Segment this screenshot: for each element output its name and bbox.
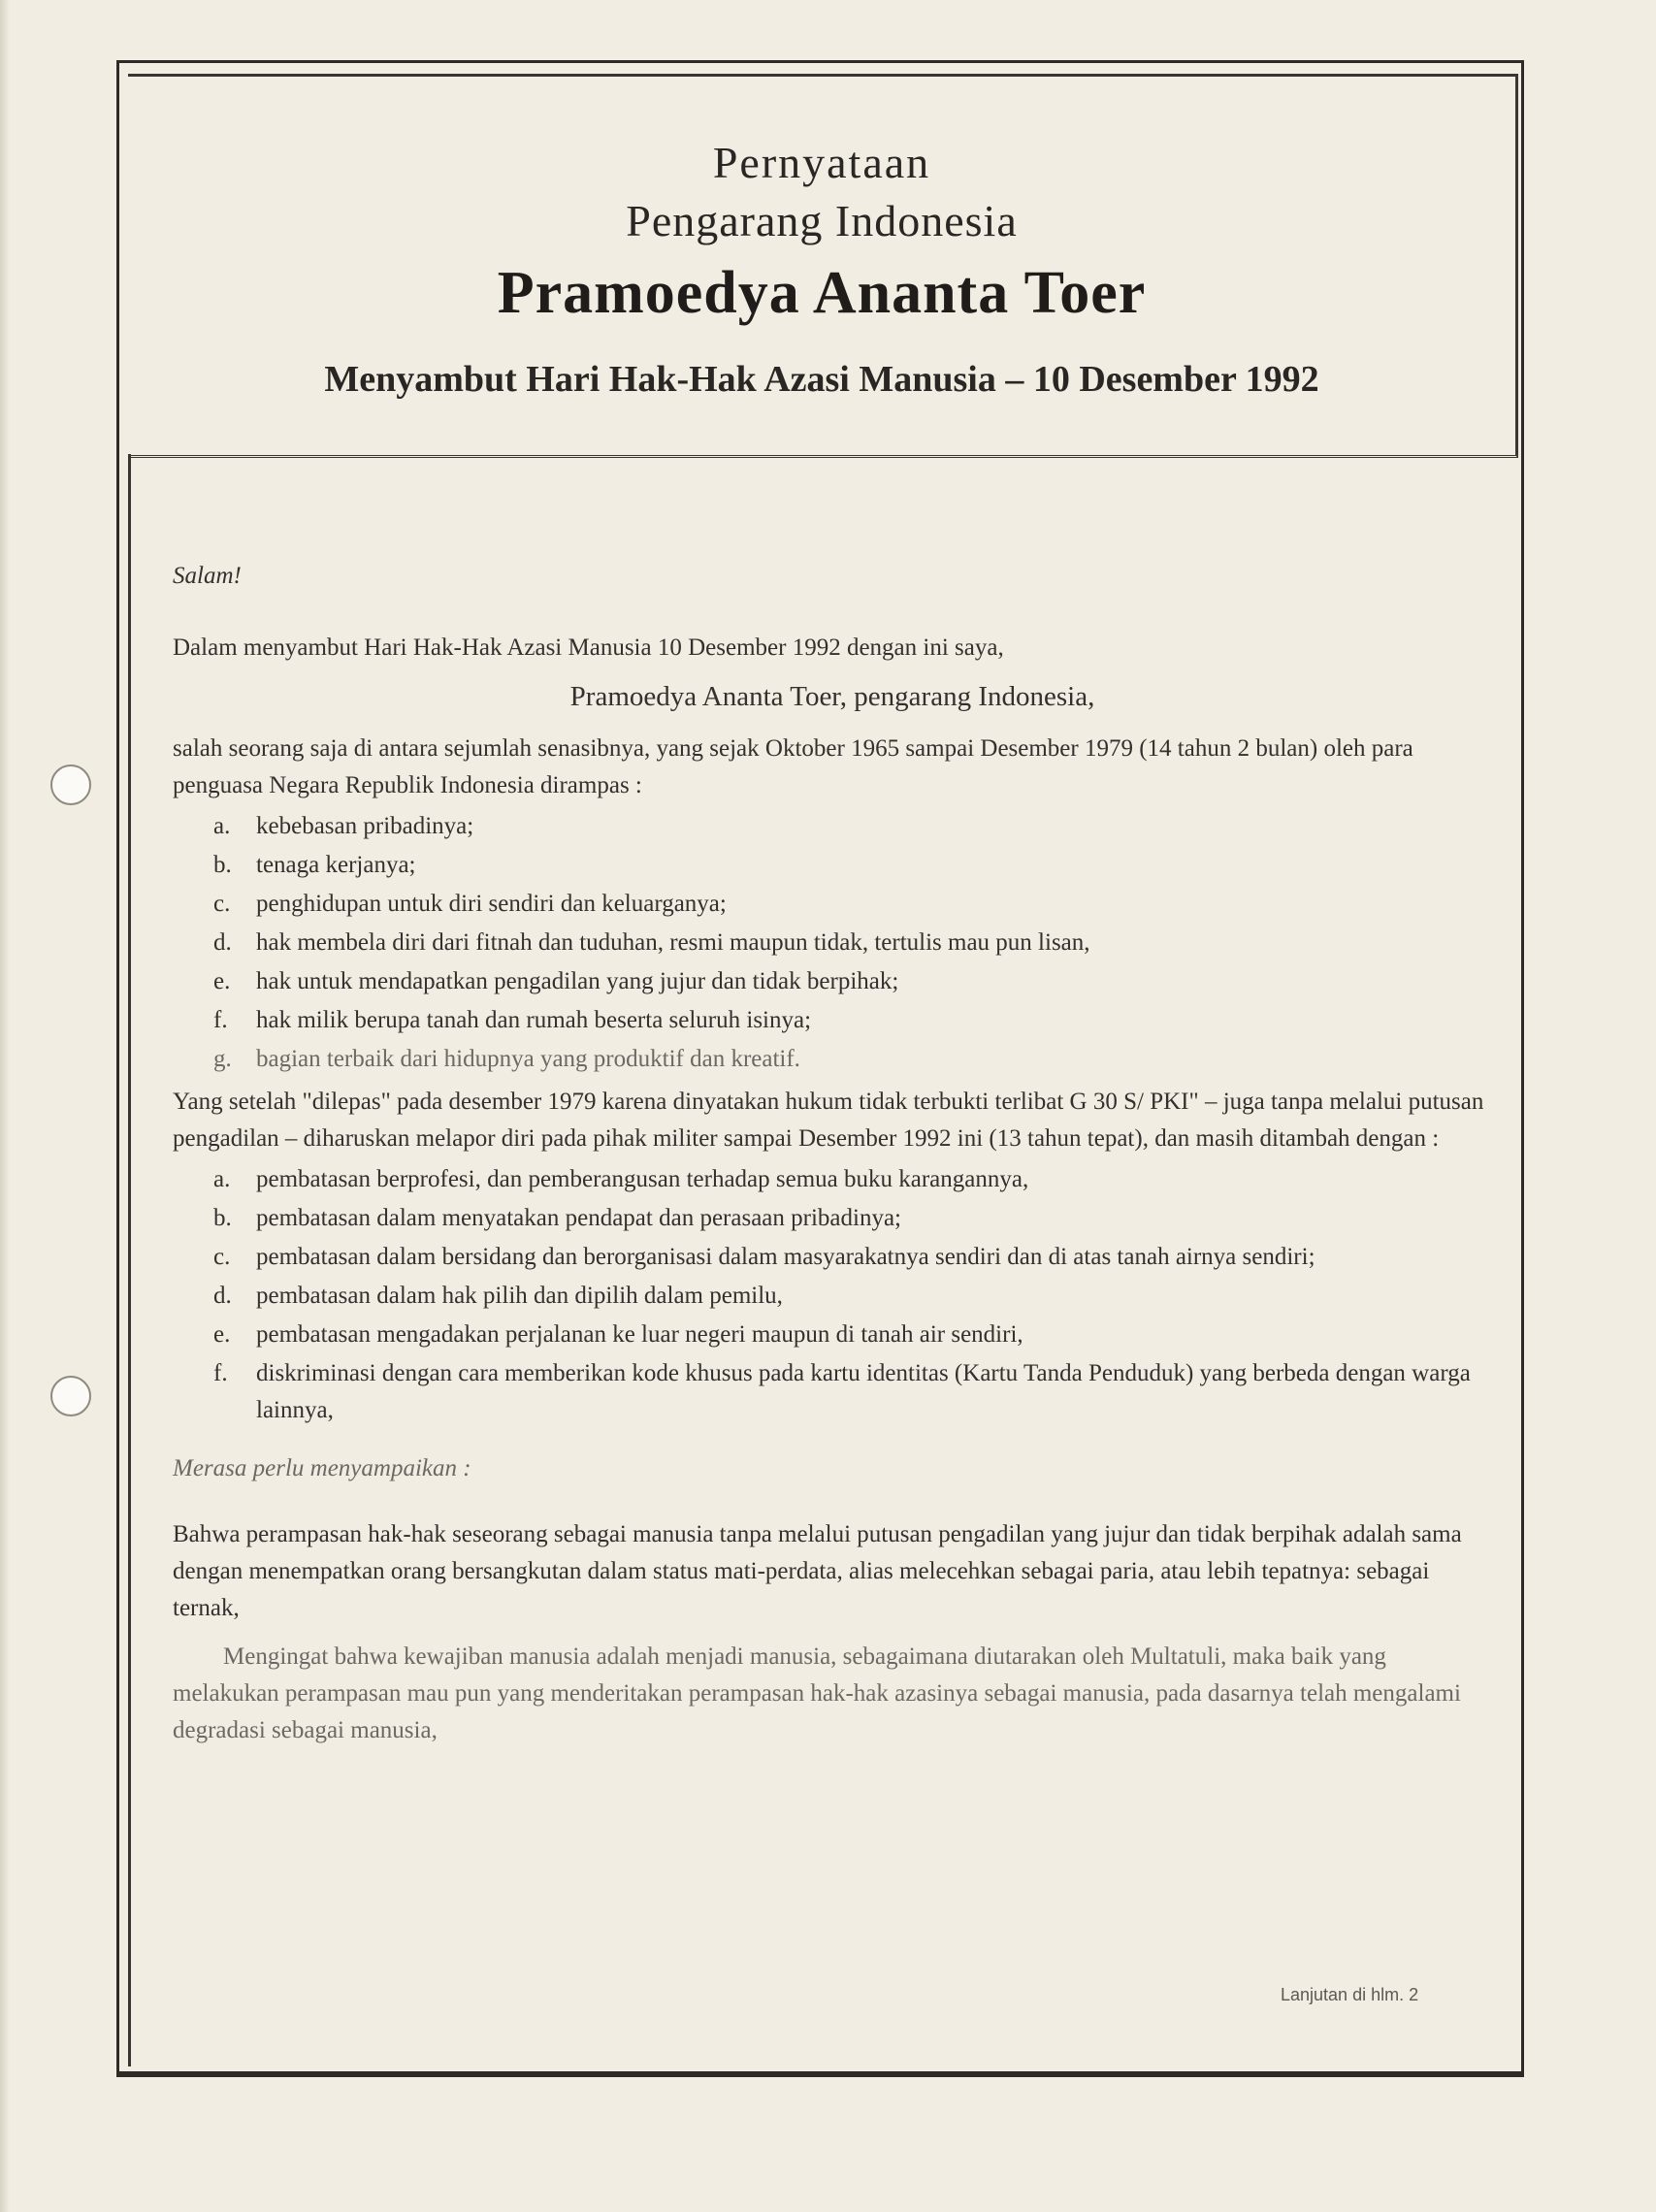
document-body xyxy=(173,558,1492,1749)
punch-hole-bottom xyxy=(50,1376,91,1416)
spacer xyxy=(173,1627,1492,1639)
list-item: e. hak untuk mendapatkan pengadilan yang jujur dan tidak berpihak; xyxy=(213,968,899,994)
paragraph-mengingat: Mengingat bahwa kewajiban manusia adalah menjadi manusia, sebagaimana diutarakan oleh Multatuli, maka baik yang melakukan perampasan mau pun yang menderitakan perampasan hak-hak azasinya sebagai manusia, pada dasarnya telah mengalami degradasi sebagai manusia, xyxy=(173,1643,1461,1743)
list-item: c. penghidupan untuk diri sendiri dan keluarganya; xyxy=(213,891,727,917)
list-item: b. tenaga kerjanya; xyxy=(213,852,416,878)
continuation-note: Lanjutan di hlm. 2 xyxy=(1281,1985,1419,2004)
header-line-1: Pernyataan xyxy=(712,138,931,187)
list-item: a. pembatasan berprofesi, dan pemberangusan terhadap semua buku karangannya, xyxy=(213,1166,1029,1192)
intro-paragraph: Dalam menyambut Hari Hak-Hak Azasi Manusia 10 Desember 1992 dengan ini saya, xyxy=(173,634,1004,661)
list-item: g. bagian terbaik dari hidupnya yang produktif dan kreatif. xyxy=(213,1046,800,1072)
paper-edge xyxy=(0,0,10,2212)
list-item: d. pembatasan dalam hak pilih dan dipilih dalam pemilu, xyxy=(213,1283,783,1309)
statement-2: Yang setelah "dilepas" pada desember 1979 karena dinyatakan hukum tidak terbukti terlibat G 30 S/ PKI" – juga tanpa melalui putusan pengadilan – diharuskan melapor diri pada pihak militer sampai Desember 1992 ini (13 tahun tepat), dan masih ditambah dengan : xyxy=(173,1089,1484,1152)
list-item: b. pembatasan dalam menyatakan pendapat dan perasaan pribadinya; xyxy=(213,1205,901,1231)
list-restrictions xyxy=(173,1161,1492,1429)
list-item: f. hak milik berupa tanah dan rumah beserta seluruh isinya; xyxy=(213,1007,812,1033)
greeting: Salam! xyxy=(173,563,242,589)
list-item: c. pembatasan dalam bersidang dan berorganisasi dalam masyarakatnya sendiri dan di atas tanah airnya sendiri; xyxy=(213,1244,1315,1270)
list-item: e. pembatasan mengadakan perjalanan ke luar negeri maupun di tanah air sendiri, xyxy=(213,1321,1023,1348)
bottom-rule xyxy=(116,2071,1521,2074)
name-line: Pramoedya Ananta Toer, pengarang Indonesia, xyxy=(569,681,1095,712)
section-subheading: Merasa perlu menyampaikan : xyxy=(173,1455,471,1481)
statement-1: salah seorang saja di antara sejumlah senasibnya, yang sejak Oktober 1965 sampai Desember 1979 (14 tahun 2 bulan) oleh para penguasa Negara Republik Indonesia dirampas : xyxy=(173,735,1413,798)
header-box xyxy=(128,74,1518,458)
header-line-2: Pengarang Indonesia xyxy=(626,196,1018,245)
paragraph-bahwa: Bahwa perampasan hak-hak seseorang sebagai manusia tanpa melalui putusan pengadilan yang jujur dan tidak berpihak adalah sama dengan menempatkan orang bersangkutan dalam status mati-perdata, alias melecehkan sebagai paria, atau lebih tepatnya: sebagai ternak, xyxy=(173,1521,1462,1621)
list-item: a. kebebasan pribadinya; xyxy=(213,813,474,839)
list-rights-taken xyxy=(173,808,1492,1078)
list-item: f. diskriminasi dengan cara memberikan kode khusus pada kartu identitas (Kartu Tanda Penduduk) yang berbeda dengan warga lainnya, xyxy=(213,1360,1471,1423)
author-name: Pramoedya Ananta Toer xyxy=(497,260,1147,326)
punch-hole-top xyxy=(50,764,91,805)
list-item: d. hak membela diri dari fitnah dan tuduhan, resmi maupun tidak, tertulis mau pun lisan, xyxy=(213,929,1090,956)
header-subtitle: Menyambut Hari Hak-Hak Azasi Manusia – 10 Desember 1992 xyxy=(324,359,1319,400)
